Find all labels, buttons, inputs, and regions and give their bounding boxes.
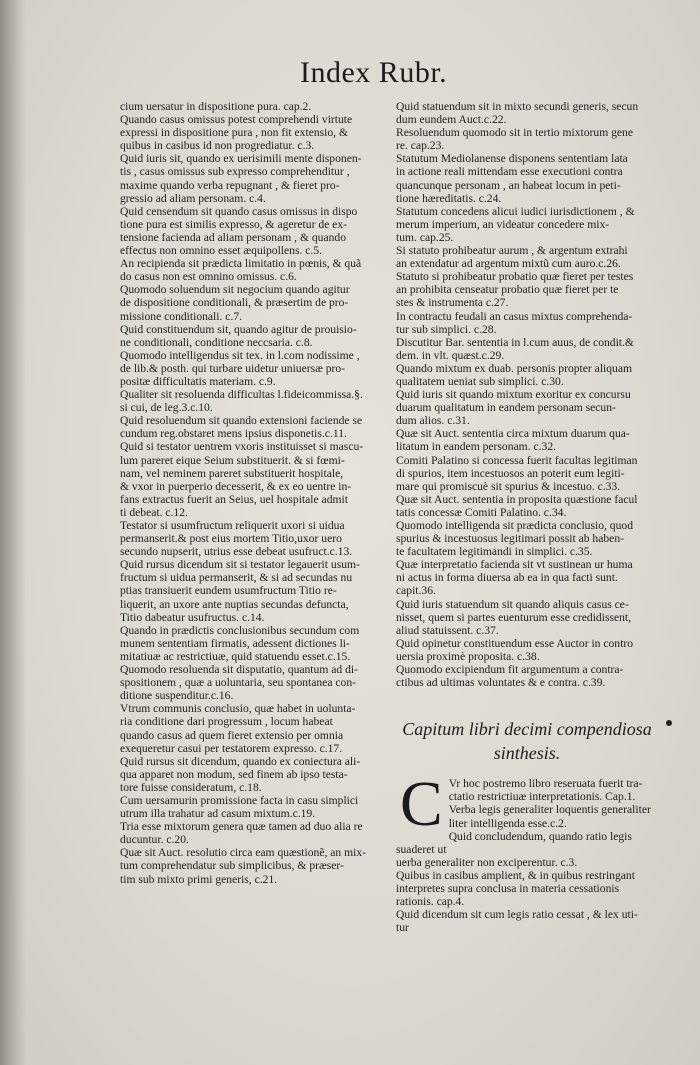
- index-entry-line: tur: [396, 921, 409, 935]
- index-entry-line: ria conditione dari progressum , locum habeat: [120, 715, 333, 729]
- index-entry-line: qualitatem ueniat sub simplici. c.30.: [396, 374, 564, 388]
- index-entry-line: effectus non omnino esset æquipollens. c.5.: [120, 244, 323, 258]
- index-entry-line: Testator si usumfructum reliquerit uxori si uidua: [120, 519, 345, 532]
- index-entry-line: Quid iuris sit, quando ex uerisimili mente disponen-: [120, 152, 362, 166]
- index-entry-line: tum. cap.25.: [396, 230, 454, 244]
- index-entry-line: si cui, de leg.3.c.10.: [120, 401, 213, 415]
- index-entry-line: do casus non est omnino omissus. c.6.: [120, 270, 297, 284]
- index-entry-line: ti debeat. c.12.: [120, 505, 188, 519]
- index-entry-line: spurius & incestuosus legitimari possit ab haben-: [396, 532, 624, 546]
- index-entry-line: liquerit, an uxore ante nuptias secundas defuncta,: [120, 597, 349, 611]
- index-entry-line: merum imperium, an videatur concedere mix-: [396, 217, 610, 231]
- index-entry-line: tim sub mixto primi generis, c.21.: [120, 872, 278, 886]
- index-entry-line: ctatio restrictiuæ interpretationis. Cap.1.: [448, 790, 636, 804]
- index-entry-line: Quomodo soluendum sit negocium quando agitur: [120, 283, 350, 297]
- index-entry-line: fructum si uidua permanserit, & si ad secundas nu: [120, 571, 353, 585]
- index-entry-line: Quomodo intelligendus sit tex. in l.com nodissime ,: [120, 348, 360, 362]
- index-entry-line: positæ difficultatis materiam. c.9.: [120, 374, 276, 388]
- index-entry-line: tore fuisse consideratum, c.18.: [120, 780, 262, 794]
- index-entry-line: gressio ad aliam personam. c.4.: [120, 191, 266, 205]
- index-entry-line: Quæ sit Auct. sententia in proposita quæstione facul: [396, 492, 638, 506]
- index-entry-line: Quid si testator uentrem vxoris instituisset si mascu-: [120, 440, 364, 454]
- index-entry-line: Quid censendum sit quando casus omissus in dispo: [120, 204, 358, 218]
- section-title-line1: Capitum libri decimi compendiosa: [402, 719, 652, 740]
- index-entry-line: capit.36.: [396, 584, 436, 598]
- index-entry-line: maxime quando verba repugnant , & fieret pro-: [120, 178, 340, 192]
- index-entry-line: An recipienda sit prædicta limitatio in pœnis, & quã: [120, 257, 362, 271]
- index-entry-line: re. cap.23.: [396, 139, 445, 153]
- right-column: [396, 100, 658, 934]
- index-entry-line: Quomodo intelligenda sit prædicta conclusio, quod: [396, 519, 633, 532]
- index-entry-line: lum pareret eique Seium substituerit. & si fœmi-: [120, 453, 345, 467]
- index-entry-line: Comiti Palatino si concessa fuerit facultas legitiman: [396, 453, 638, 467]
- dropcap-letter: C: [400, 768, 443, 840]
- index-entry-line: Statutum Mediolanense disponens sententiam lata: [396, 152, 628, 166]
- index-entry-line: Qualiter sit resoluenda difficultas l.fideicommissa.§.: [120, 388, 363, 402]
- section-title: [396, 717, 658, 765]
- index-entry-line: Quando in prædictis conclusionibus secundum com: [120, 623, 360, 637]
- index-entry-line: ducuntur. c.20.: [120, 833, 189, 847]
- index-entry-line: & vxor in puerperio decesserit, & ex eo uentre in-: [120, 479, 352, 493]
- index-entry-line: Quid statuendum sit in mixto secundi generis, secun: [396, 100, 639, 113]
- index-entry-line: Si statuto prohibeatur aurum , & argentum extrahi: [396, 244, 628, 258]
- index-entry-line: rationis. cap.4.: [396, 895, 465, 909]
- index-entry-line: missione conditionali. c.7.: [120, 309, 243, 323]
- index-entry-line: dem. in vlt. quæst.c.29.: [396, 348, 505, 362]
- page-header: Index Rubr.: [300, 56, 448, 89]
- index-entry-line: quibus in casibus id non progrediatur. c.3.: [120, 139, 315, 153]
- index-entry-line: Quando casus omissus potest comprehendi virtute: [120, 113, 353, 127]
- index-entry-line: Cum uersamurin promissione facta in casu simplici: [120, 793, 359, 807]
- index-entry-line: Quomodo resoluenda sit disputatio, quantum ad di-: [120, 663, 358, 677]
- index-entry-line: tum comprehendatur sub simplicibus, & præser-: [120, 859, 344, 873]
- index-entry-line: de dispositione conditionali, & præsertim de pro-: [120, 296, 349, 310]
- index-entry-line: tensione facienda ad aliam personam , & quando: [120, 230, 346, 244]
- index-entry-line: Quid opinetur constituendum esse Auctor in contro: [396, 636, 633, 650]
- index-entry-line: in actione reali mittendam esse executioni contra: [396, 165, 623, 179]
- index-entry-line: Vr hoc postremo libro reseruata fuerit tra-: [448, 777, 643, 791]
- index-entry-line: Quid rursus sit dicendum, quando ex coniectura ali-: [120, 754, 361, 768]
- index-entry-line: duarum qualitatum in eandem personam secun-: [396, 401, 616, 415]
- dropcap-paragraph: [396, 768, 658, 935]
- index-entry-line: tatis concessæ Comiti Palatino. c.34.: [396, 505, 567, 519]
- index-entry-line: uerba generaliter non exciperentur. c.3.: [396, 855, 578, 869]
- index-entry-line: Quid concludendum, quando ratio legis suaderet ut: [396, 829, 632, 856]
- index-entry-line: permanserit.& post eius mortem Titio,uxor uero: [120, 532, 342, 546]
- index-entry-line: expressi in dispositione pura , non fit extensio, &: [120, 126, 348, 140]
- right-column-entries: [396, 100, 658, 689]
- index-entry-line: Statutum concedens alicui iudici iurisdictionem , &: [396, 204, 635, 218]
- index-entry-line: quando casus ad quem fieret extensio per omnia: [120, 728, 344, 742]
- index-entry-line: liter intelligenda esse.c.2.: [448, 816, 567, 830]
- index-entry-line: ne conditionali, conditione neccsaria. c.8.: [120, 335, 313, 349]
- index-entry-line: munem sententiam firmatis, adessent dictiones li-: [120, 636, 350, 650]
- index-entry-line: Discutitur Bar. sententia in l.cum auus, de condit.&: [396, 335, 634, 349]
- index-entry-line: quancunque personam , an habeat locum in peti-: [396, 178, 621, 192]
- index-entry-line: an prohibita censeatur probatio quæ fieret per te: [396, 283, 619, 297]
- index-entry-line: tione hæreditatis. c.24.: [396, 191, 502, 205]
- index-entry-line: ditione suspenditur.c.16.: [120, 689, 234, 703]
- index-entry-line: tione pura est similis expresso, & ageretur de ex-: [120, 217, 347, 231]
- index-entry-line: interpretes supra conclusa in materia cessationis: [396, 881, 620, 895]
- index-entry-line: In contractu feudali an casus mixtus comprehenda-: [396, 309, 633, 323]
- left-column: [120, 100, 390, 886]
- index-entry-line: secundo nupserit, utrius esse debeat usufruct.c.13.: [120, 545, 353, 559]
- index-entry-line: Quid rursus dicendum sit si testator legauerit usum-: [120, 558, 360, 572]
- index-entry-line: dum eundem Auct.c.22.: [396, 113, 507, 127]
- section-title-wrap: [396, 717, 658, 765]
- section-title-line2: sinthesis.: [493, 743, 561, 764]
- index-entry-line: te facultatem legitimandi in simplici. c.35.: [396, 545, 593, 559]
- index-entry-line: ctibus ad ultimas voluntates & e contra. c.39.: [396, 676, 606, 690]
- index-entry-line: Quando mixtum ex duab. personis propter aliquam: [396, 361, 633, 375]
- index-entry-line: Tria esse mixtorum genera quæ tamen ad duo alia re: [120, 820, 363, 834]
- index-entry-line: Vtrum communis conclusio, quæ habet in uolunta-: [120, 702, 356, 716]
- index-entry-line: nam, vel neminem pareret substituerit hospitale,: [120, 466, 344, 480]
- index-entry-line: mare qui promiscuè sit spurius & incestuo. c.33.: [396, 479, 621, 493]
- index-entry-line: an extendatur ad argentum mixtũ cum auro.c.26.: [396, 257, 621, 271]
- index-entry-line: di spurios, item incestuosos an poterit eum legiti-: [396, 466, 625, 480]
- index-entry-line: Titio dabeatur usufructus. c.14.: [120, 610, 265, 624]
- index-entry-line: Quid resoluendum sit quando extensioni faciende se: [120, 414, 363, 428]
- index-entry-line: Quid constituendum sit, quando agitur de prouisio-: [120, 322, 357, 336]
- index-entry-line: mitatiuæ ac restrictiuæ, quid statuendu esset.c.15.: [120, 649, 351, 663]
- index-entry-line: tur sub simplici. c.28.: [396, 322, 497, 336]
- bullet-icon: [666, 720, 672, 726]
- binding-shadow: [0, 0, 26, 1065]
- index-entry-line: ptias transiuerit eundem usumfructum Titio re-: [120, 584, 337, 598]
- index-entry-line: Resoluendum quomodo sit in tertio mixtorum gene: [396, 126, 634, 140]
- index-entry-line: Quid iuris statuendum sit quando aliquis casus ce-: [396, 597, 629, 611]
- index-entry-line: Quid dicendum sit cum legis ratio cessat , & lex uti-: [396, 908, 638, 922]
- index-entry-line: stes & instrumenta c.27.: [396, 296, 509, 310]
- index-entry-line: Quid iuris sit quando mixtum exoritur ex concursu: [396, 388, 631, 402]
- index-entry-line: ni actus in forma diuersa ab ea in qua facti sunt.: [396, 571, 618, 585]
- index-entry-line: qua apparet non modum, sed finem ab ipso testa-: [120, 767, 348, 781]
- index-entry-line: uersia proximè proposita. c.38.: [396, 649, 540, 663]
- index-entry-line: Quæ interpretatio facienda sit vt sustinean ur huma: [396, 558, 633, 572]
- index-entry-line: dum alios. c.31.: [396, 414, 470, 428]
- index-entry-line: spositionem , quæ a uoluntaria, seu spontanea con-: [120, 676, 357, 690]
- index-entry-line: litatum in eandem personam. c.32.: [396, 440, 557, 454]
- index-entry-line: cium uersatur in dispositione pura. cap.2.: [120, 100, 312, 113]
- index-entry-line: exequeretur casui per testatorem expresso. c.17.: [120, 741, 343, 755]
- index-entry-line: Statuto si prohibeatur probatio quæ fieret per testes: [396, 270, 634, 284]
- index-entry-line: cundum reg.obstaret mens ipsius disponetis.c.11.: [120, 427, 347, 441]
- index-entry-line: Quæ sit Auct. sententia circa mixtum duarum qua-: [396, 427, 630, 441]
- index-entry-line: Quomodo excipiendum fit argumentum a contra-: [396, 663, 624, 677]
- index-entry-line: utrum illa trahatur ad casum mixtum.c.19.: [120, 807, 316, 821]
- index-entry-line: aliud statuissent. c.37.: [396, 623, 499, 637]
- index-entry-line: de lib.& posth. qui turbare uidetur uniuersæ pro-: [120, 361, 346, 375]
- index-entry-line: Quibus in casibus amplient, & in quibus restringant: [396, 868, 635, 882]
- index-entry-line: nisset, quem si partes euenturum esse credidissent,: [396, 610, 632, 624]
- index-entry-line: Verba legis generaliter loquentis generaliter: [448, 803, 651, 817]
- index-entry-line: tis , casus omissus sub expresso comprehenditur ,: [120, 165, 350, 179]
- index-entry-line: fans extractus fuerit an Seius, uel hospitale admit: [120, 492, 348, 506]
- index-entry-line: Quæ sit Auct. resolutio circa eam quæstionẽ, an mix-: [120, 846, 366, 860]
